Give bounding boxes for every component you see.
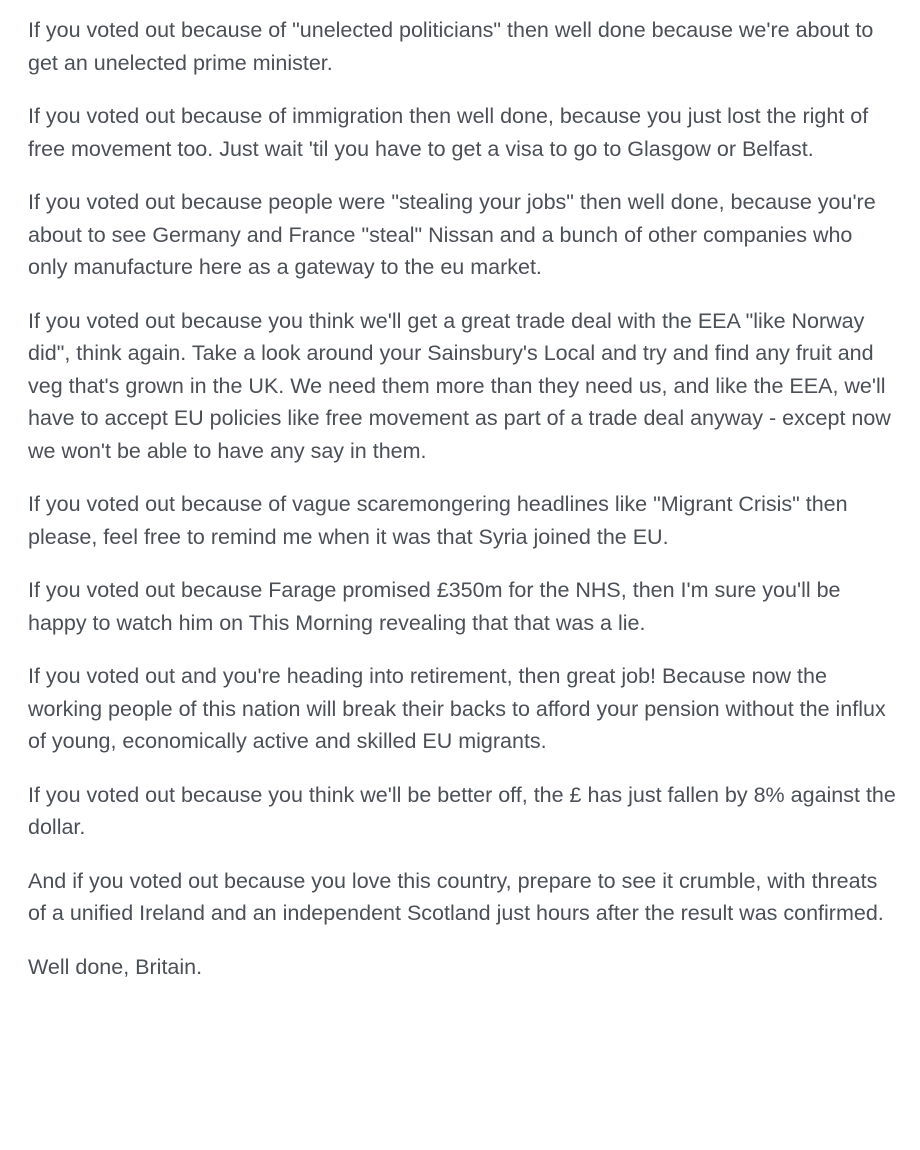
paragraph-nhs: If you voted out because Farage promised £350m for the NHS, then I'm sure you'll be happy to watch him on This Morning revealing that that was a lie.: [28, 578, 841, 635]
paragraph-migrant-crisis: If you voted out because of vague scaremongering headlines like "Migrant Crisis" then please, feel free to remind me when it was that Syria joined the EU.: [28, 492, 848, 549]
paragraph-love-country: And if you voted out because you love this country, prepare to see it crumble, with threats of a unified Ireland and an independent Scotland just hours after the result was confirmed.: [28, 868, 884, 925]
paragraph-pound: If you voted out because you think we'll be better off, the £ has just fallen by 8% against the dollar.: [28, 782, 896, 839]
paragraph-unelected-politicians: If you voted out because of "unelected politicians" then well done because we're about to get an unelected prime minister.: [28, 18, 874, 75]
paragraph-closing: Well done, Britain.: [28, 954, 203, 979]
paragraph-retirement: If you voted out and you're heading into retirement, then great job! Because now the working people of this nation will break their backs to afford your pension without the influx of young, economically active and skilled EU migrants.: [28, 664, 886, 753]
paragraph-immigration: If you voted out because of immigration then well done, because you just lost the right of free movement too. Just wait 'til you have to get a visa to go to Glasgow or Belfast.: [28, 104, 869, 161]
paragraph-jobs: If you voted out because people were "stealing your jobs" then well done, because you're about to see Germany and France "steal" Nissan and a bunch of other companies who only manufacture here as a gateway to the eu market.: [28, 190, 876, 279]
paragraph-trade-deal: If you voted out because you think we'll get a great trade deal with the EEA "like Norway did", think again. Take a look around your Sainsbury's Local and try and find any fruit and veg that's grown in the UK. We need them more than they need us, and like the EEA, we'll have to accept EU policies like free movement as part of a trade deal anyway - except now we won't be able to have any say in them.: [28, 308, 891, 463]
